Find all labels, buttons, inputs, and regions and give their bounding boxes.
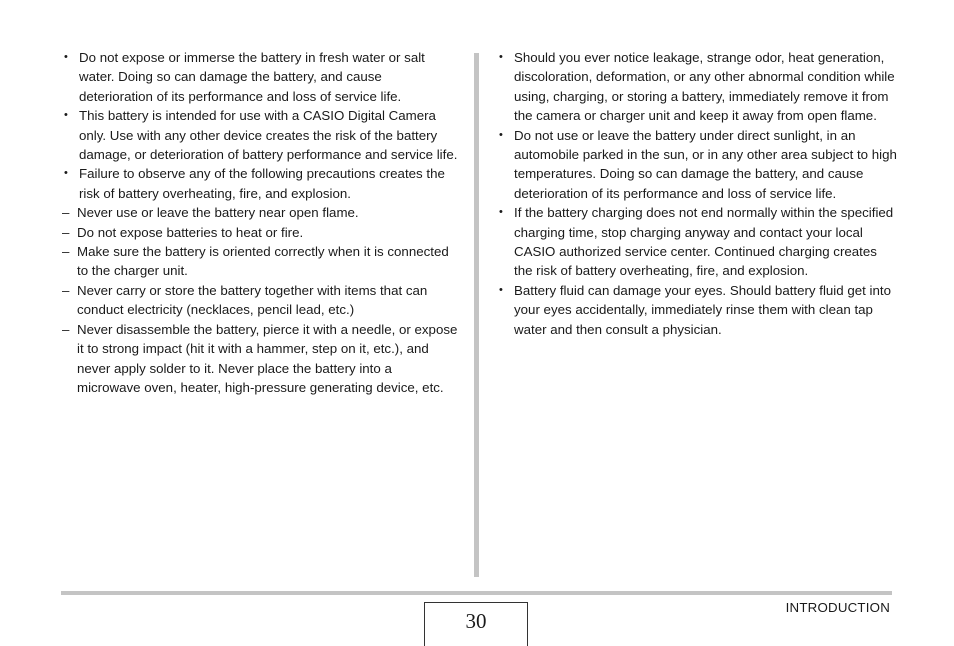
sub-list-item-text: Do not expose batteries to heat or fire. [77, 224, 304, 240]
dash-icon: – [62, 321, 70, 337]
list-item [62, 106, 458, 164]
left-column [62, 48, 458, 397]
sub-list-item-text: Never carry or store the battery together with items that can conduct electricity (necklaces, pencil lead, etc.) [77, 282, 428, 318]
list-item [497, 281, 897, 339]
column-divider [474, 53, 479, 577]
list-item-text: Should you ever notice leakage, strange odor, heat generation, discoloration, deformation, or any other abnormal condition while using, charging, or storing a battery, immediately remove it from the camera or charger unit and keep it away from open flame. [514, 50, 895, 124]
bullet-icon: • [64, 51, 68, 63]
list-item [62, 48, 458, 106]
list-item [497, 126, 897, 204]
bullet-icon: • [499, 51, 503, 63]
bullet-icon: • [64, 109, 68, 122]
bullet-icon: • [499, 283, 503, 296]
list-item [497, 48, 897, 126]
sub-list-item [62, 203, 458, 222]
sub-list-item [62, 281, 458, 320]
bullet-icon: • [64, 167, 68, 180]
sub-list-item-text: Make sure the battery is oriented correctly when it is connected to the charger unit. [77, 244, 449, 279]
list-item-text: Do not use or leave the battery under direct sunlight, in an automobile parked in the sun, or in any other area subject to high temperatures. Doing so can damage the battery, and cause deterioration of its performance and loss of service life. [514, 127, 897, 201]
dash-icon: – [62, 224, 70, 240]
bullet-icon: • [499, 128, 503, 141]
dash-icon: – [62, 244, 70, 260]
dash-icon: – [62, 282, 70, 298]
section-label: INTRODUCTION [785, 600, 890, 615]
page-number: 30 [465, 609, 487, 633]
sub-list-item [62, 320, 458, 398]
right-column [497, 48, 897, 339]
dash-icon: – [62, 205, 70, 221]
list-item-text: Battery fluid can damage your eyes. Should battery fluid get into your eyes accidentally, immediately rinse them with clean tap water and then consult a physician. [514, 282, 891, 337]
list-item [497, 203, 897, 281]
list-item-text: If the battery charging does not end normally within the specified charging time, stop charging anyway and contact your local CASIO authorized service center. Continued charging creates the risk of battery overheating, fire, and explosion. [514, 205, 894, 279]
sub-list-item-text: Never use or leave the battery near open flame. [77, 205, 359, 221]
list-item-text: This battery is intended for use with a CASIO Digital Camera only. Use with any other device creates the risk of the battery damage, or deterioration of battery performance and service life. [79, 108, 458, 163]
right-bullet-list [497, 48, 897, 339]
list-item [62, 164, 458, 203]
sub-list-item-text: Never disassemble the battery, pierce it with a needle, or expose it to strong impact (hit it with a hammer, step on it, etc.), and never apply solder to it. Never place the battery into a microwave oven, heater, high-pressure generating device, etc. [77, 321, 458, 395]
list-item-text: Do not expose or immerse the battery in fresh water or salt water. Doing so can damage the battery, and cause deterioration of its performance and loss of service life. [79, 50, 425, 104]
sub-list-item [62, 242, 458, 281]
left-bullet-list [62, 48, 458, 203]
footer-divider [61, 591, 892, 595]
list-item-text: Failure to observe any of the following precautions creates the risk of battery overheating, fire, and explosion. [79, 166, 445, 201]
bullet-icon: • [499, 206, 503, 219]
page-number-box [424, 602, 528, 646]
sub-list-item [62, 223, 458, 242]
precautions-sub-list [62, 203, 458, 397]
